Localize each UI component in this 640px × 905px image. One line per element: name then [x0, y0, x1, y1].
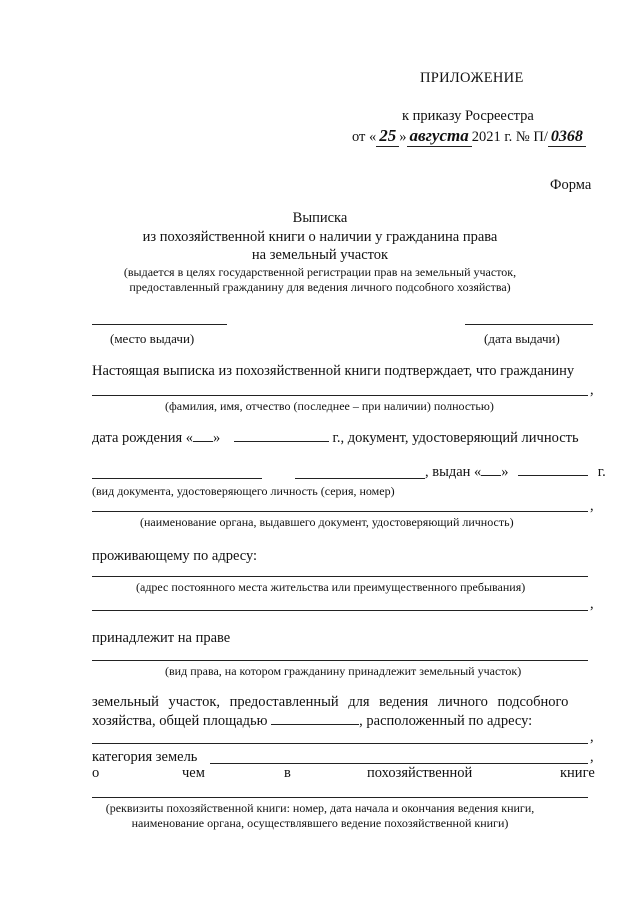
name-caption: (фамилия, имя, отчество (последнее – при наличии) полностью)	[165, 399, 494, 413]
comma-2: ,	[590, 498, 594, 514]
date-of-issue-field[interactable]	[465, 324, 593, 325]
order-day: 25	[376, 126, 399, 147]
birth-label: дата рождения «	[92, 430, 194, 446]
plot-description-line1	[92, 694, 584, 711]
birth-date-line	[92, 430, 579, 447]
word-v: в	[284, 765, 291, 781]
area-field[interactable]	[271, 724, 359, 725]
intro-text: Настоящая выписка из похозяйственной книги подтверждает, что гражданину	[92, 363, 575, 379]
belongs-label: принадлежит на праве	[92, 630, 231, 646]
appendix-heading: ПРИЛОЖЕНИЕ	[420, 70, 524, 86]
order-date-line	[352, 126, 586, 147]
order-month: августа	[407, 126, 472, 147]
issued-day-field[interactable]	[481, 475, 501, 476]
birth-day-field[interactable]	[193, 441, 213, 442]
birth-month-year-field[interactable]	[234, 441, 329, 442]
date-caption: (дата выдачи)	[484, 331, 560, 346]
plot-line1-text: земельный участок, предоставленный для ведения личного подсобного	[92, 694, 569, 710]
date-quote: »	[399, 129, 407, 145]
address-field-1[interactable]	[92, 576, 588, 577]
birth-quote: »	[213, 430, 221, 446]
comma-4: ,	[590, 729, 594, 745]
right-type-field[interactable]	[92, 660, 588, 661]
word-o: о	[92, 765, 100, 781]
plot-area-line	[92, 713, 532, 730]
date-prefix: от «	[352, 129, 377, 145]
issued-line	[425, 464, 606, 481]
identity-doc-label: г., документ, удостоверяющий личность	[332, 430, 579, 446]
location-label: , расположенный по адресу:	[359, 713, 533, 729]
doc-purpose-1: (выдается в целях государственной регистрации прав на земельный участок,	[123, 265, 517, 279]
area-label: хозяйства, общей площадью	[92, 713, 268, 729]
doc-title: Выписка	[292, 210, 348, 226]
order-number: 0368	[548, 128, 586, 147]
doc-type-field[interactable]	[92, 478, 262, 479]
doc-number-field[interactable]	[295, 478, 425, 479]
plot-address-field[interactable]	[92, 743, 588, 744]
doc-purpose-2: предоставленный гражданину для ведения личного подсобного хозяйства)	[129, 280, 511, 294]
doc-subtitle-2: на земельный участок	[251, 247, 389, 263]
comma-3: ,	[590, 596, 594, 612]
word-chem: чем	[182, 765, 205, 781]
land-category-field[interactable]	[210, 763, 588, 764]
doc-caption: (вид документа, удостоверяющего личность (серия, номер)	[92, 484, 395, 498]
citizen-name-field[interactable]	[92, 395, 588, 396]
land-category-label: категория земель	[92, 749, 198, 765]
residing-label: проживающему по адресу:	[92, 548, 258, 564]
issued-month-field[interactable]	[518, 475, 588, 476]
doc-subtitle-1: из похозяйственной книги о наличии у гражданина права	[142, 229, 498, 245]
issued-label: , выдан «	[425, 464, 482, 480]
book-details-field[interactable]	[92, 797, 588, 798]
org-caption: (наименование органа, выдавшего документ, удостоверяющий личность)	[140, 515, 514, 529]
issued-quote: »	[501, 464, 509, 480]
address-field-2[interactable]	[92, 610, 588, 611]
word-pohoz: похозяйственной	[367, 765, 473, 781]
address-caption: (адрес постоянного места жительства или преимущественного пребывания)	[136, 580, 526, 594]
place-of-issue-field[interactable]	[92, 324, 227, 325]
comma: ,	[590, 382, 594, 398]
issuing-org-field[interactable]	[92, 511, 588, 512]
book-caption-2: наименование органа, осуществлявшего ведение похозяйственной книги)	[131, 816, 509, 830]
order-year: 2021 г. № П/	[471, 129, 548, 145]
comma-5: ,	[590, 749, 594, 765]
issued-year-suffix: г.	[597, 464, 606, 480]
word-knige: книге	[560, 765, 595, 781]
place-caption: (место выдачи)	[110, 331, 195, 346]
book-caption-1: (реквизиты похозяйственной книги: номер, дата начала и окончания ведения книги,	[105, 801, 535, 815]
order-reference: к приказу Росреестра	[402, 108, 534, 124]
form-label: Форма	[550, 177, 592, 193]
right-caption: (вид права, на котором гражданину принадлежит земельный участок)	[165, 664, 522, 678]
